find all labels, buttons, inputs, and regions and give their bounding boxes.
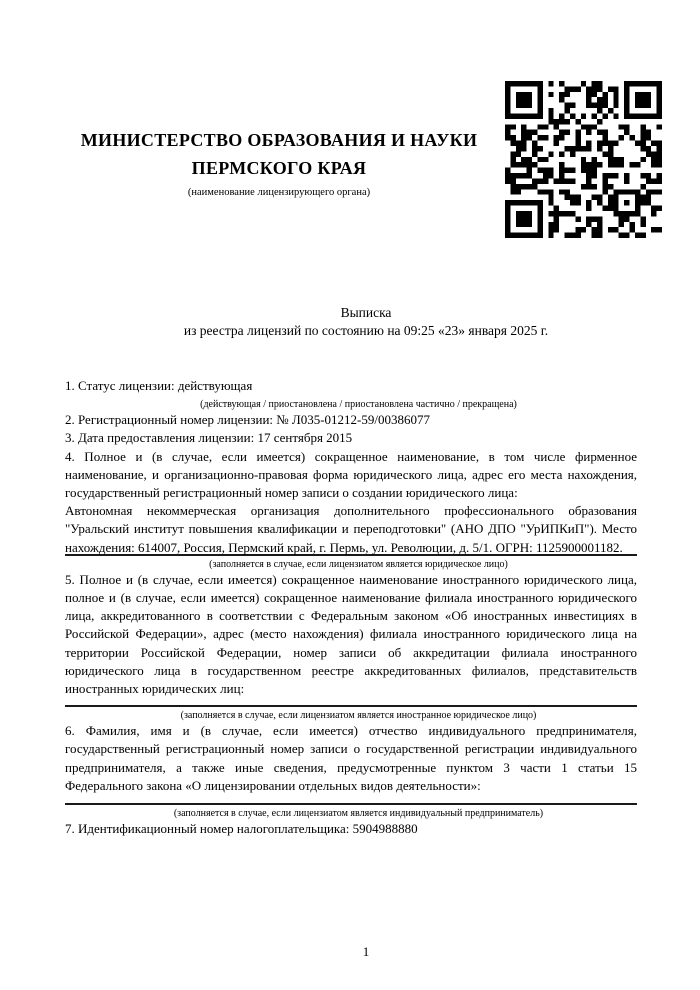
page-number: 1 [362, 944, 370, 959]
license-reg-number-line: 2. Регистрационный номер лицензии: № Л035-01212-59/00386077 [65, 412, 431, 428]
ministry-caption: (наименование лицензирующего органа) [187, 187, 371, 198]
license-status-line: 1. Статус лицензии: действующая [65, 378, 253, 393]
ministry-name-line2: ПЕРМСКОГО КРАЯ [191, 158, 367, 178]
entrepreneur-caption: (заполняется в случае, если лицензиатом является индивидуальный предприниматель) [173, 808, 544, 820]
qr-code-icon [505, 81, 662, 238]
legal-entity-paragraph: 4. Полное и (в случае, если имеется) сокращенное наименование, в том числе фирменное наименование, и организационно-правовая форма юридического лица, адрес его места нахождения, государственный регистрационный номер записи о создании юридического лица: [65, 448, 637, 501]
entrepreneur-paragraph: 6. Фамилия, имя и (в случае, если имеется) отчество индивидуального предпринимателя, государственный регистрационный номер записи о государственной регистрации индивидуального предпринимателя, а также иные сведения, предусмотренные пунктом 3 части 1 статьи 15 Федерального закона «О лицензировании отдельных видов деятельности»: [65, 723, 637, 793]
extract-subtitle: из реестра лицензий по состоянию на 09:25 «23» января 2025 г. [183, 323, 549, 338]
legal-entity-value: Автономная некоммерческая организация дополнительного профессионального образования "Уральский институт повышения квалификации и переподготовки" (АНО ДПО "УрИПКиП"). Место нахождения: 614007, Россия, Пермский край, г. Пермь, ул. Революции, д. 5/1. ОГРН: 1125900001182. [65, 503, 637, 555]
licensing-authority-header [65, 126, 493, 199]
legal-entity-caption: (заполняется в случае, если лицензиатом является юридическое лицо) [209, 558, 508, 570]
foreign-entity-caption: (заполняется в случае, если лицензиатом является иностранное юридическое лицо) [180, 710, 537, 722]
foreign-entity-fill-rule [65, 705, 637, 707]
extract-title-block [80, 304, 652, 340]
license-grant-date-line: 3. Дата предоставления лицензии: 17 сентября 2015 [65, 430, 353, 446]
status-options-caption: (действующая / приостановлена / приостановлена частично / прекращена) [200, 399, 517, 411]
extract-title: Выписка [340, 305, 392, 320]
foreign-entity-paragraph: 5. Полное и (в случае, если имеется) сокращенное наименование иностранного юридического лица, полное и (в случае, если имеется) сокращенное наименование филиала иностранного юридического лица, аккредитованного в соответствии с Федеральным законом «Об иностранных инвестициях в Российской Федерации», адрес (место нахождения) филиала иностранного юридического лица на территории Российской Федерации, номер записи об аккредитации филиала иностранного юридического лица в государственном реестре аккредитованных филиалов, представительств иностранных юридических лиц: [65, 571, 637, 697]
ministry-name-line1: МИНИСТЕРСТВО ОБРАЗОВАНИЯ И НАУКИ [80, 130, 478, 150]
extract-body [65, 377, 637, 838]
entrepreneur-fill-rule [65, 803, 637, 805]
taxpayer-number-line: 7. Идентификационный номер налогоплательщика: 5904988880 [65, 821, 418, 837]
